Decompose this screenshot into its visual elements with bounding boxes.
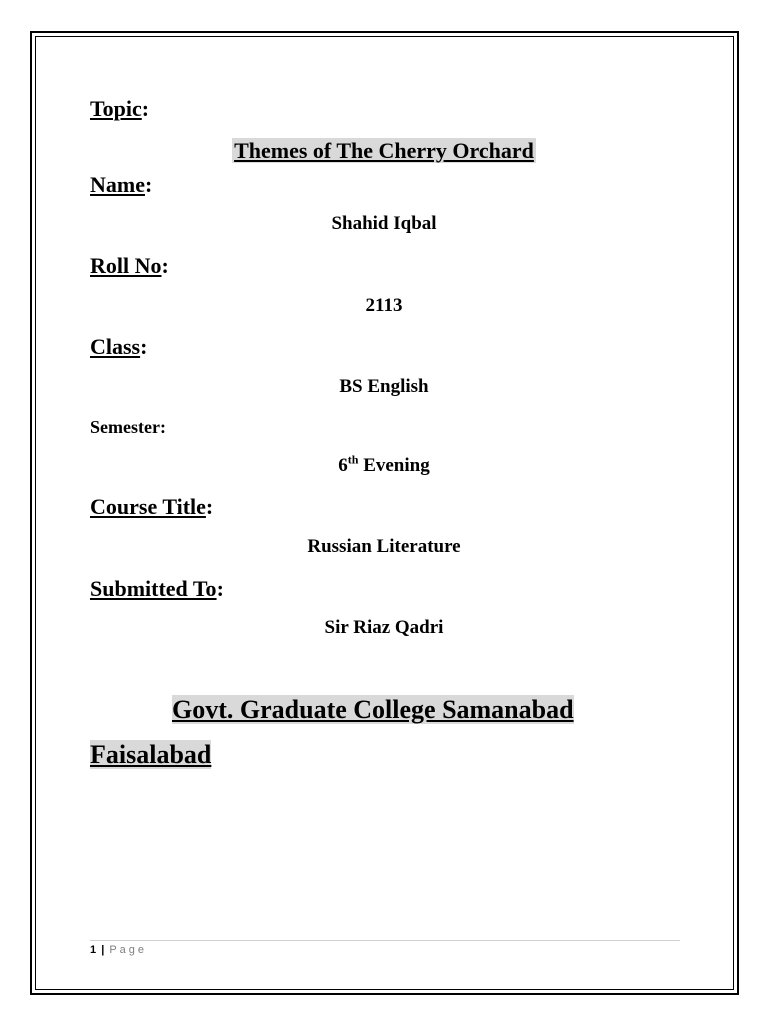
footer-separator: |: [101, 944, 105, 956]
semester-value: 6th Evening: [338, 452, 430, 476]
topic-value: Themes of The Cherry Orchard: [234, 138, 534, 163]
semester-label: Semester:: [90, 417, 166, 437]
name-label: Name:: [90, 172, 153, 197]
submitted-to-label: Submitted To:: [90, 576, 224, 601]
roll-no-label: Roll No:: [90, 253, 169, 278]
college-name-line1: Govt. Graduate College Samanabad: [172, 695, 574, 724]
roll-no-value: 2113: [365, 295, 403, 316]
course-title-value: Russian Literature: [307, 536, 461, 557]
college-name-line2: Faisalabad: [90, 740, 212, 769]
page-label: Page: [109, 944, 148, 956]
class-value: BS English: [339, 376, 429, 397]
course-title-label: Course Title:: [90, 494, 214, 519]
topic-label: Topic:: [90, 96, 150, 121]
class-label: Class:: [90, 334, 148, 359]
submitted-to-value: Sir Riaz Qadri: [324, 617, 444, 638]
footer-divider: [90, 940, 680, 941]
name-value: Shahid Iqbal: [331, 213, 437, 234]
page-number: 1: [90, 944, 97, 956]
page-footer: [90, 944, 147, 956]
